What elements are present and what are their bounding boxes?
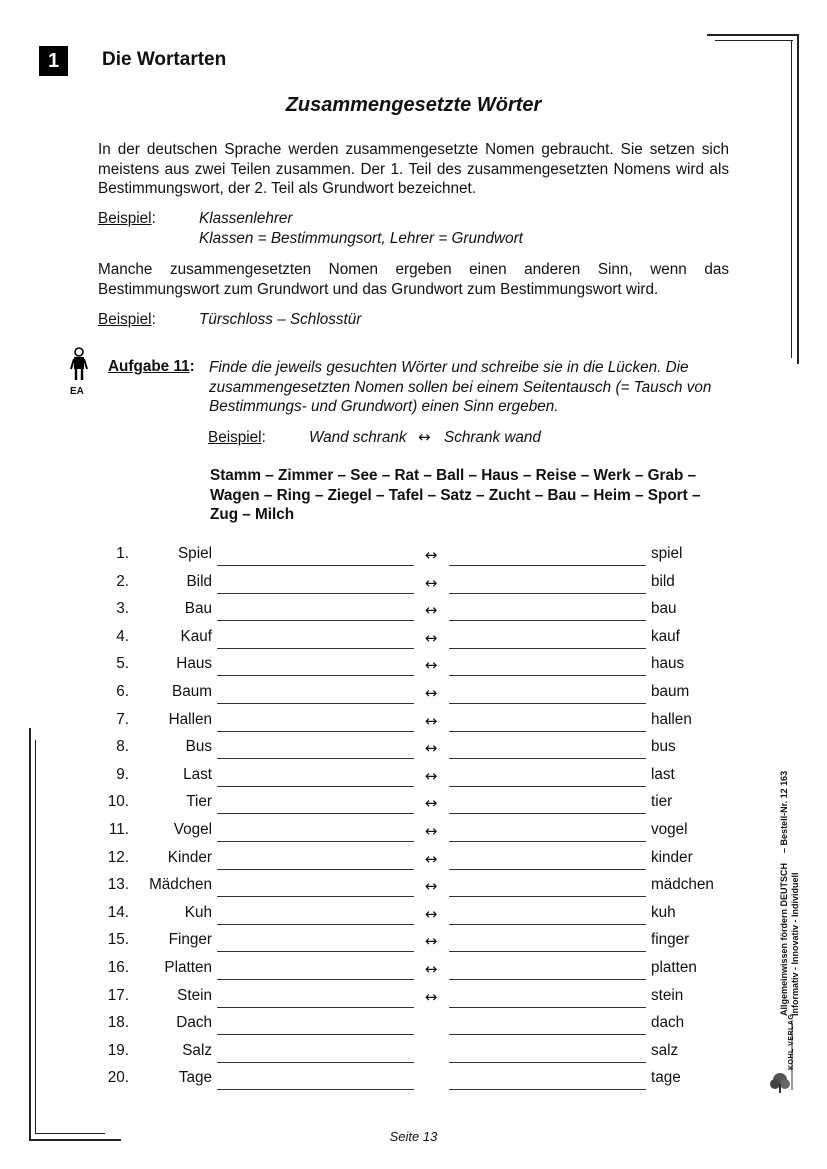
exercise-row (0, 766, 827, 793)
second-word: dach (651, 1014, 685, 1032)
second-word: stein (651, 986, 684, 1004)
exercise-row (0, 959, 827, 986)
exercise-row (0, 628, 827, 655)
second-word: last (651, 765, 675, 783)
exercise-number: 18. (107, 1014, 129, 1032)
order-number: – Bestell-Nr. 12 163 (779, 770, 789, 853)
second-word: finger (651, 931, 690, 949)
first-word: Spiel (177, 545, 212, 562)
task-example-label-text: Beispiel (208, 429, 262, 446)
task-example-left: Wand schrank (309, 429, 407, 446)
exercise-number: 4. (116, 627, 129, 645)
word-pool (210, 466, 730, 525)
exercise-row (0, 738, 827, 765)
swap-arrow-icon: ↔ (424, 794, 438, 813)
first-word: Kauf (180, 627, 212, 645)
exercise-number: 7. (116, 710, 129, 728)
exercise-number: 8. (116, 738, 129, 756)
blank-line-left[interactable] (217, 813, 414, 814)
swap-arrow-icon: ↔ (424, 546, 438, 564)
blank-line-right[interactable] (449, 620, 646, 621)
blank-line-right[interactable] (449, 703, 646, 704)
swap-arrow-icon: ↔ (424, 932, 438, 951)
exercise-row (0, 876, 827, 903)
chapter-title: Die Wortarten (102, 49, 227, 70)
exercise-number: 17. (107, 986, 129, 1004)
first-word: Mädchen (149, 876, 212, 894)
frame-right-line-inner (791, 40, 792, 358)
swap-arrow-icon: ↔ (424, 822, 438, 840)
exercise-row (0, 683, 827, 710)
blank-line-left[interactable] (217, 951, 414, 952)
first-word: Baum (172, 683, 212, 700)
publisher-logo (768, 1013, 802, 1096)
swap-arrow-icon: ↔ (424, 656, 438, 675)
blank-line-right[interactable] (449, 869, 646, 870)
exercise-number: 19. (107, 1041, 129, 1059)
blank-line-left[interactable] (217, 896, 414, 897)
swap-arrow-icon: ↔ (424, 601, 438, 620)
sidebar-line-2: Informativ - Innovativ - Individuell (790, 872, 800, 1016)
swap-arrow-icon: ↔ (424, 739, 438, 758)
blank-line-left[interactable] (217, 1062, 414, 1063)
example-2-label-text: Beispiel (98, 311, 152, 328)
individual-work-icon (68, 347, 92, 387)
tree-logo-icon (768, 1020, 802, 1096)
exercise-number: 15. (107, 931, 129, 949)
example-1-label-colon: : (151, 210, 156, 227)
example-1-line-1: Klassenlehrer (199, 210, 293, 227)
page-title: Zusammengesetzte Wörter (285, 94, 542, 116)
exercise-row (0, 1014, 827, 1041)
swap-arrow-icon: ↔ (424, 684, 438, 702)
blank-line-right[interactable] (449, 675, 646, 676)
exercise-number: 2. (116, 572, 129, 590)
first-word: Tier (186, 793, 212, 811)
blank-line-right[interactable] (449, 648, 646, 649)
first-word: Bau (184, 600, 212, 618)
exercise-number: 20. (107, 1069, 129, 1087)
individual-work-label: EA (70, 386, 84, 397)
blank-line-right[interactable] (449, 951, 646, 952)
exercise-row (0, 849, 827, 876)
second-word: hallen (651, 710, 692, 728)
blank-line-left[interactable] (217, 648, 414, 649)
swap-arrow-icon: ↔ (424, 987, 438, 1006)
first-word: Vogel (173, 821, 212, 838)
blank-line-left[interactable] (217, 565, 414, 566)
second-word: vogel (651, 821, 688, 838)
blank-line-right[interactable] (449, 1089, 646, 1090)
swap-arrow-icon: ↔ (424, 573, 438, 592)
example-2-label-colon: : (151, 311, 156, 328)
exercise-number: 13. (107, 876, 129, 894)
swap-arrow-icon: ↔ (424, 849, 438, 868)
first-word: Kuh (184, 903, 212, 921)
task-example-label-colon: : (261, 429, 266, 446)
first-word: Platten (164, 959, 212, 976)
blank-line-right[interactable] (449, 731, 646, 732)
exercise-row (0, 573, 827, 600)
exercise-number: 12. (107, 848, 129, 866)
first-word: Dach (176, 1014, 212, 1032)
second-word: baum (651, 683, 690, 700)
blank-line-right[interactable] (449, 1034, 646, 1035)
blank-line-left[interactable] (217, 1007, 414, 1008)
exercise-row (0, 821, 827, 848)
blank-line-right[interactable] (449, 593, 646, 594)
exercise-number: 5. (116, 655, 129, 673)
first-word: Bus (185, 738, 212, 756)
exercise-row (0, 545, 827, 572)
exercise-number: 16. (107, 959, 129, 976)
blank-line-left[interactable] (217, 1089, 414, 1090)
first-word: Salz (182, 1041, 212, 1059)
exercise-row (0, 655, 827, 682)
example-2-label (98, 310, 156, 330)
exercise-number: 14. (107, 903, 129, 921)
swap-arrow-icon: ↔ (424, 766, 438, 785)
person-icon (68, 347, 92, 387)
publisher-sidebar (779, 771, 801, 1016)
blank-line-left[interactable] (217, 1034, 414, 1035)
task-example-arrow: ↔ (418, 428, 431, 446)
second-word: spiel (651, 545, 683, 562)
frame-right-line (797, 34, 799, 364)
blank-line-left[interactable] (217, 786, 414, 787)
blank-line-left[interactable] (217, 675, 414, 676)
exercise-number: 6. (116, 683, 129, 700)
exercise-row (0, 987, 827, 1014)
blank-line-left[interactable] (217, 924, 414, 925)
intro-paragraph-2: Manche zusammengesetzten Nomen ergeben einen anderen Sinn, wenn das Bestimmungswort zum Grundwort und das Grundwort zum Bestimmungswort wird. (98, 261, 729, 298)
example-1-label (98, 209, 156, 229)
second-word: haus (651, 655, 685, 673)
first-word: Bild (186, 572, 212, 590)
first-word: Haus (176, 655, 212, 673)
blank-line-left[interactable] (217, 703, 414, 704)
second-word: bau (651, 600, 677, 618)
example-2-text: Türschloss – Schlosstür (199, 311, 362, 328)
exercise-number: 11. (108, 821, 129, 838)
swap-arrow-icon: ↔ (424, 711, 438, 730)
blank-line-right[interactable] (449, 786, 646, 787)
word-pool-line-1: Stamm – Zimmer – See – Rat – Ball – Haus – Reise – Werk – Grab – (210, 467, 697, 484)
blank-line-left[interactable] (217, 758, 414, 759)
exercise-row (0, 600, 827, 627)
second-word: tier (651, 793, 673, 811)
blank-line-left[interactable] (217, 731, 414, 732)
example-1-label-text: Beispiel (98, 210, 152, 227)
blank-line-right[interactable] (449, 896, 646, 897)
blank-line-left[interactable] (217, 979, 414, 980)
task-label-colon: : (189, 358, 195, 375)
blank-line-left[interactable] (217, 869, 414, 870)
second-word: platten (651, 959, 697, 976)
task-label-text: Aufgabe 11 (108, 358, 190, 375)
frame-top-line-inner (715, 40, 793, 41)
first-word: Tage (178, 1069, 212, 1087)
example-1-line-2: Klassen = Bestimmungsort, Lehrer = Grundwort (199, 230, 523, 247)
blank-line-right[interactable] (449, 1007, 646, 1008)
first-word: Finger (168, 931, 212, 949)
exercise-number: 3. (116, 600, 129, 618)
task-label (108, 358, 195, 376)
first-word: Hallen (168, 710, 212, 728)
second-word: mädchen (651, 876, 714, 894)
exercise-row (0, 1042, 827, 1069)
exercise-row (0, 793, 827, 820)
exercise-number: 10. (107, 793, 129, 811)
second-word: kuh (651, 903, 676, 921)
blank-line-right[interactable] (449, 1062, 646, 1063)
blank-line-left[interactable] (217, 620, 414, 621)
exercise-row (0, 931, 827, 958)
second-word: bus (651, 738, 676, 756)
first-word: Stein (177, 986, 212, 1004)
second-word: kinder (651, 848, 693, 866)
second-word: tage (651, 1069, 681, 1087)
exercise-row (0, 904, 827, 931)
swap-arrow-icon: ↔ (424, 628, 438, 647)
task-instructions: Finde die jeweils gesuchten Wörter und schreibe sie in die Lücken. Die zusammengesetzten Nomen sollen bei einem Seitentausch (= Tausch von Bestimmungs- und Grundwort) einen Sinn ergeben. (209, 359, 712, 415)
second-word: salz (651, 1041, 679, 1059)
first-word: Last (183, 765, 212, 783)
exercise-row (0, 711, 827, 738)
blank-line-right[interactable] (449, 924, 646, 925)
second-word: kauf (651, 627, 680, 645)
task-example-right: Schrank wand (444, 429, 541, 446)
swap-arrow-icon: ↔ (424, 877, 438, 896)
blank-line-right[interactable] (449, 758, 646, 759)
publisher-logo-text: KOHL VERLAG (788, 1013, 795, 1070)
swap-arrow-icon: ↔ (424, 960, 438, 978)
sidebar-line-1: Allgemeinwissen fördern DEUTSCH (779, 862, 789, 1016)
exercise-number: 9. (116, 765, 129, 783)
frame-top-line (707, 34, 799, 36)
blank-line-left[interactable] (217, 841, 414, 842)
first-word: Kinder (167, 848, 212, 866)
second-word: bild (651, 572, 675, 590)
blank-line-right[interactable] (449, 841, 646, 842)
page-number: Seite 13 (389, 1129, 438, 1144)
intro-paragraph-1: In der deutschen Sprache werden zusammengesetzte Nomen gebraucht. Sie setzen sich meistens aus zwei Teilen zusammen. Der 1. Teil des zusammengesetzten Nomens wird als Bestimmungswort, der 2. Teil als Grundwort bezeichnet. (98, 141, 729, 197)
blank-line-right[interactable] (449, 565, 646, 566)
exercise-row (0, 1069, 827, 1096)
blank-line-left[interactable] (217, 593, 414, 594)
task-example-label (208, 428, 266, 448)
exercise-number: 1. (116, 545, 129, 562)
word-pool-line-2: Wagen – Ring – Ziegel – Tafel – Satz – Zucht – Bau – Heim – Sport – (210, 486, 701, 504)
blank-line-right[interactable] (449, 813, 646, 814)
word-pool-line-3: Zug – Milch (210, 506, 295, 523)
chapter-number-box: 1 (39, 46, 68, 76)
swap-arrow-icon: ↔ (424, 904, 438, 923)
blank-line-right[interactable] (449, 979, 646, 980)
